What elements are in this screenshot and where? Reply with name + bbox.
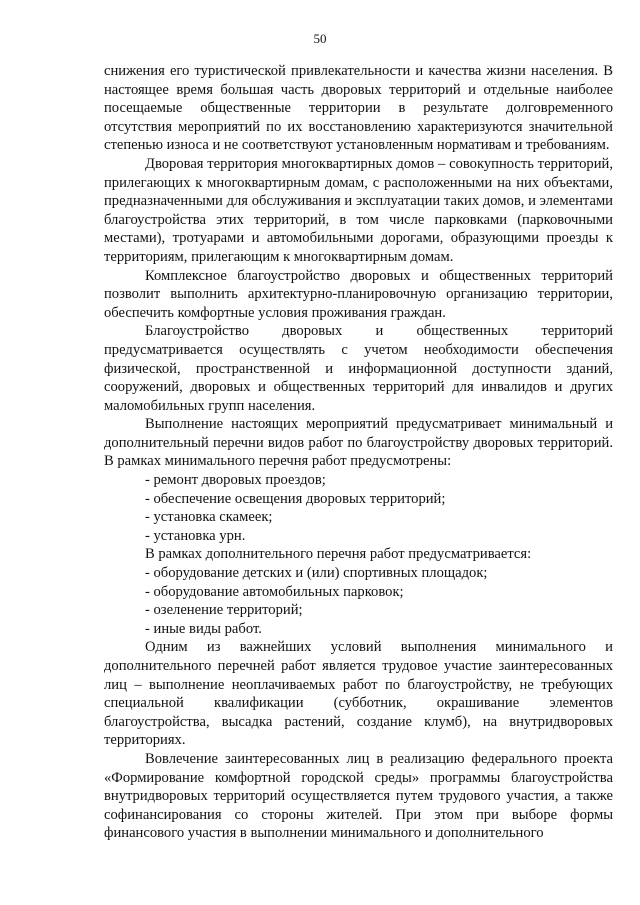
paragraph-complex-improvement: Комплексное благоустройство дворовых и общественных территорий позволит выполнить архитектурно-планировочную организацию территории, обеспечить комфортные условия проживания граждан. (104, 267, 613, 321)
list-item: - ремонт дворовых проездов; (145, 472, 326, 489)
paragraph-accessibility: Благоустройство дворовых и общественных территорий предусматривается осуществлять с учетом необходимости обеспечения физической, пространственной и информационной доступности зданий, сооружений, дворовых и общественных территорий для инвалидов и других маломобильных групп населения. (104, 323, 613, 414)
list-item: - озеленение территорий; (145, 602, 303, 619)
body-text (104, 62, 613, 843)
paragraph-stakeholder-involvement: Вовлечение заинтересованных лиц в реализацию федерального проекта «Формирование комфортной городской среды» программы благоустройства внутридворовых территорий осуществляется путем трудового участия, а также софинансирования со стороны жителей. При этом при выборе формы финансового участия в выполнении минимального и дополнительного (104, 750, 613, 842)
list-item: - установка урн. (145, 527, 246, 544)
list-item: - иные виды работ. (145, 620, 262, 637)
paragraph-labor-participation: Одним из важнейших условий выполнения минимального и дополнительного перечней работ является трудовое участие заинтересованных лиц – выполнение неоплачиваемых работ по благоустройству, не требующих специальной квалификации (субботник, окрашивание элементов благоустройства, высадка растений, создание клумб), на внутридворовых территориях. (104, 639, 613, 749)
list-heading-additional: В рамках дополнительного перечня работ предусматривается: (145, 546, 532, 563)
list-item: - обеспечение освещения дворовых территорий; (145, 490, 446, 507)
paragraph-intro-continuation: снижения его туристической привлекательности и качества жизни населения. В настоящее время большая часть дворовых территорий и отдельные наиболее посещаемые общественные территории в результате долговременного отсутствия мероприятий по их восстановлению характеризуются значительной степенью износа и не соответствуют установленным нормативам и требованиям. (104, 63, 613, 154)
list-item: - установка скамеек; (145, 509, 273, 526)
page-number: 50 (313, 31, 327, 46)
list-item: - оборудование детских и (или) спортивных площадок; (145, 565, 488, 582)
paragraph-yard-territory-definition: Дворовая территория многоквартирных домов – совокупность территорий, прилегающих к многоквартирным домам, с расположенными на них объектами, предназначенными для обслуживания и эксплуатации таких домов, и элементами благоустройства этих территорий, в том числе парковками (парковочными местами), тротуарами и автомобильными дорогами, образующими проезды к территориям, прилегающим к многоквартирным домам. (104, 155, 613, 265)
paragraph-work-lists: Выполнение настоящих мероприятий предусматривает минимальный и дополнительный перечни видов работ по благоустройству дворовых территорий. В рамках минимального перечня работ предусмотрены: (104, 416, 613, 470)
list-item: - оборудование автомобильных парковок; (145, 583, 404, 600)
